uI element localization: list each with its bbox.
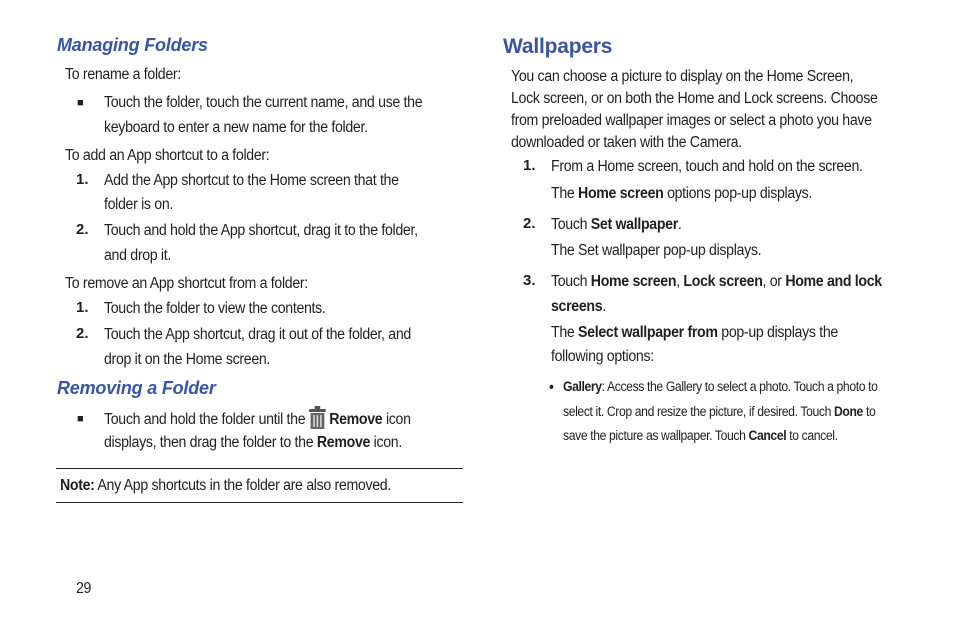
removing-line1-post: icon [382,411,411,428]
step-1-result [551,181,812,206]
note [60,473,391,498]
intro-line-4: downloaded or taken with the Camera. [511,134,742,151]
managing-folders-heading: Managing Folders [57,35,208,55]
remove-intro: To remove an App shortcut from a folder: [65,275,308,292]
remove-label-bold: Remove [329,411,383,428]
intro-line-1: You can choose a picture to display on the Home Screen, [511,68,854,85]
square-bullet-icon: ■ [77,413,84,425]
removing-folder-heading: Removing a Folder [57,378,216,398]
removing-line2-pre: displays, then drag the folder to the [104,434,317,451]
home-screen-bold: Home screen [578,185,664,202]
rename-bullet-line1: Touch the folder, touch the current name, and use the [104,94,423,111]
page-number: 29 [76,580,92,597]
step-3-result-line1 [551,320,838,345]
step-3-result-rest: pop-up displays the [717,324,838,341]
step-2-text [551,212,682,237]
gallery-bold: Gallery [563,379,602,395]
screens-bold: screens [551,298,603,315]
step-3-pre: Touch [551,273,591,290]
intro-line-2: Lock screen, or on both the Home and Lock screens. Choose [511,90,878,107]
done-bold: Done [833,404,863,420]
step-2-result: The Set wallpaper pop-up displays. [551,242,762,259]
step-2-pre: Touch [551,216,591,233]
step-1-result-the: The [551,185,579,202]
home-and-lock-option-bold: Home and lock [785,273,882,290]
remove-step-2-line2: drop it on the Home screen. [104,351,271,368]
removing-line2-post: icon. [370,434,402,451]
note-bottom-rule [56,502,463,503]
step-1-result-rest: options pop-up displays. [663,185,813,202]
gallery-line2 [563,400,875,425]
add-step-1-number: 1. [76,171,89,188]
step-1-number: 1. [523,157,536,174]
add-step-1-line2: folder is on. [104,196,174,213]
round-bullet-icon: • [549,379,554,396]
gallery-line1 [563,375,878,400]
set-wallpaper-bold: Set wallpaper [590,216,678,233]
step-3-sep2: , or [762,273,786,290]
gallery-line1-rest: : Access the Gallery to select a photo. Touch a photo to [601,379,878,395]
gallery-line2-pre: select it. Crop and resize the picture, if desired. Touch [563,404,834,420]
remove-step-1-line1: Touch the folder to view the contents. [104,300,326,317]
rename-bullet-line2: keyboard to enter a new name for the folder. [104,119,368,136]
add-step-1-line1: Add the App shortcut to the Home screen that the [104,172,399,189]
wallpapers-heading: Wallpapers [503,35,613,58]
step-3-number: 3. [523,272,536,289]
step-3-sep1: , [676,273,684,290]
step-1-text: From a Home screen, touch and hold on the screen. [551,158,863,175]
add-intro: To add an App shortcut to a folder: [65,147,270,164]
home-screen-option-bold: Home screen [590,273,677,290]
removing-line2 [104,430,402,455]
step-3-end: . [602,298,606,315]
step-3-result-line2: following options: [551,348,654,365]
step-3-line2 [551,294,606,319]
step-2-post: . [677,216,682,233]
lock-screen-option-bold: Lock screen [683,273,763,290]
remove-label-bold-2: Remove [316,434,371,451]
step-3-result-the: The [551,324,579,341]
square-bullet-icon: ■ [77,97,84,109]
select-wallpaper-from-bold: Select wallpaper from [578,324,718,341]
add-step-2-line2: and drop it. [104,247,171,264]
add-step-2-line1: Touch and hold the App shortcut, drag it to the folder, [104,222,418,239]
remove-step-2-line1: Touch the App shortcut, drag it out of the folder, and [104,326,411,343]
step-2-number: 2. [523,215,536,232]
note-text: Any App shortcuts in the folder are also removed. [94,477,391,494]
removing-line1-text: Touch and hold the folder until the [104,411,306,428]
gallery-line3-pre: save the picture as wallpaper. Touch [563,428,749,444]
gallery-line3 [563,424,838,449]
note-top-rule [56,468,463,469]
gallery-line2-post: to [862,404,876,420]
rename-intro: To rename a folder: [65,66,181,83]
add-step-2-number: 2. [76,221,89,238]
gallery-line3-post: to cancel. [786,428,838,444]
intro-line-3: from preloaded wallpaper images or select a photo you have [511,112,872,129]
note-label: Note: [60,477,95,494]
cancel-bold: Cancel [748,428,787,444]
remove-step-1-number: 1. [76,299,89,316]
step-3-line1 [551,269,882,294]
remove-step-2-number: 2. [76,325,89,342]
